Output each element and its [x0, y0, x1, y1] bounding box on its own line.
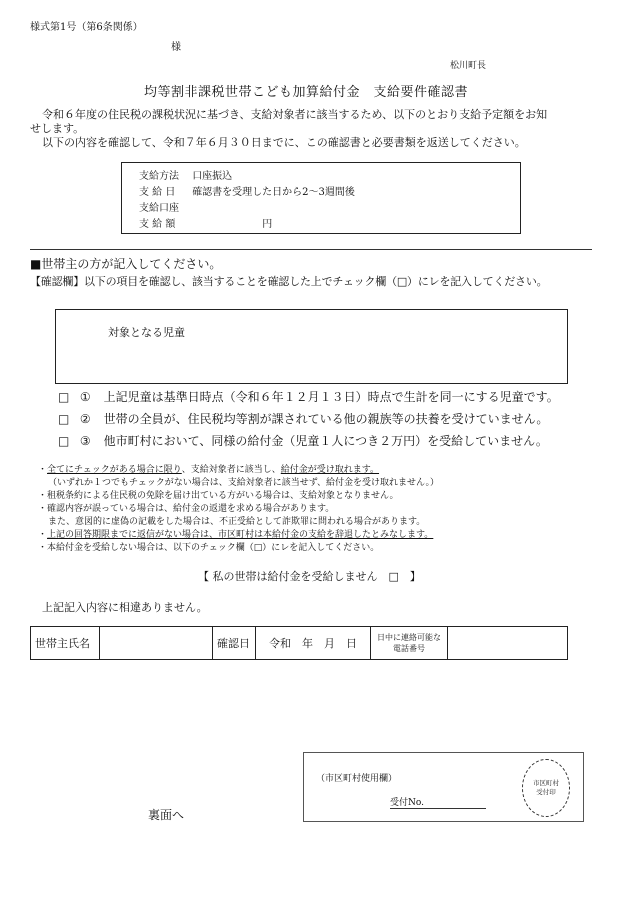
stamp-line-2: 受付印	[536, 788, 556, 796]
stamp-text	[523, 779, 569, 797]
check-item-3	[58, 432, 548, 449]
payment-date-value: 確認書を受理した日から2～3週間後	[192, 187, 355, 198]
check-text-3: 他市町村において、同様の給付金（児童１人につき２万円）を受給していません。	[103, 434, 548, 448]
payment-info-box	[121, 162, 521, 234]
note-4-text: 上記の回答期限までに返信がない場合は、市区町村は本給付金の支給を辞退したとみなします。	[47, 530, 434, 540]
check-number-1: ①	[79, 390, 91, 404]
payment-method-label: 支給方法	[139, 171, 179, 182]
note-3-sub: また、意図的に虚偽の記載をした場合は、不正受給として詐欺罪に問われる場合があります。	[48, 517, 426, 527]
issuer: 松川町長	[450, 61, 487, 71]
payment-amount-unit: 円	[262, 219, 273, 230]
decline-line[interactable]: 【 私の世帯は給付金を受給しません □ 】	[198, 570, 421, 583]
payment-method-value: 口座振込	[192, 171, 233, 182]
note-4: ・上記の回答期限までに返信がない場合は、市区町村は本給付金の支給を辞退したとみなします。	[38, 530, 434, 540]
payment-account-row	[139, 199, 192, 214]
stamp-line-1: 市区町村	[533, 779, 559, 787]
check-number-2: ②	[79, 412, 91, 426]
receipt-number-field[interactable]: 受付No.	[390, 795, 486, 809]
note-2: ・租税条約による住民税の免除を届け出ている方がいる場合は、支給対象となりません。	[38, 491, 399, 501]
note-3: ・確認内容が誤っている場合は、給付金の返還を求める場合があります。	[38, 504, 335, 514]
section-divider	[30, 249, 592, 250]
addressee-suffix: 様	[171, 42, 181, 53]
payment-amount-label: 支 給 額	[139, 219, 176, 230]
check-number-3: ③	[79, 434, 91, 448]
checkbox-1[interactable]: □	[58, 390, 70, 404]
phone-label-line-1: 日中に連絡可能な	[377, 633, 441, 642]
payment-method-row	[139, 167, 232, 182]
no-error-statement: 上記記入内容に相違ありません。	[42, 601, 208, 614]
note-1: ・全てにチェックがある場合に限り、支給対象者に該当し、給付金が受け取れます。	[38, 465, 380, 475]
note-1-underlined-a: 全てにチェックがある場合に限り	[47, 465, 182, 475]
target-children-box[interactable]	[55, 309, 568, 384]
intro-line-2: せします。	[30, 122, 85, 135]
phone-label	[371, 627, 448, 660]
document-title: 均等割非課税世帯こども加算給付金 支給要件確認書	[144, 85, 469, 100]
intro-line-1: 令和６年度の住民税の課税状況に基づき、支給対象者に該当するため、以下のとおり支給予定額をお知	[42, 108, 548, 121]
note-1-middle: 、支給対象者に該当し、	[181, 465, 281, 475]
payment-date-label: 支 給 日	[139, 187, 176, 198]
back-page-label: 裏面へ	[148, 808, 185, 822]
payment-amount-row	[139, 215, 272, 230]
intro-line-3: 以下の内容を確認して、令和７年６月３０日までに、この確認書と必要書類を返送してください。	[42, 136, 526, 149]
checkbox-3[interactable]: □	[58, 434, 70, 448]
receipt-stamp-area	[522, 759, 570, 817]
note-1-underlined-c: 給付金が受け取れます。	[280, 465, 380, 475]
note-5: ・本給付金を受給しない場合は、以下のチェック欄（□）にレを記入してください。	[38, 543, 380, 553]
office-use-box	[303, 752, 584, 822]
confirm-note: 【確認欄】以下の項目を確認し、該当することを確認した上でチェック欄（□）にレを記入してください。	[30, 275, 548, 288]
householder-table	[30, 626, 568, 660]
payment-date-row	[139, 183, 355, 198]
phone-label-line-2: 電話番号	[393, 644, 425, 653]
check-text-1: 上記児童は基準日時点（令和６年１２月１３日）時点で生計を同一にする児童です。	[103, 390, 559, 404]
check-text-2: 世帯の全員が、住民税均等割が課されている他の親族等の扶養を受けていません。	[103, 412, 549, 426]
checkbox-2[interactable]: □	[58, 412, 70, 426]
form-number: 様式第1号（第6条関係）	[30, 22, 143, 33]
payment-account-label: 支給口座	[139, 203, 179, 214]
note-1-sub: （いずれか１つでもチェックがない場合は、支給対象者に該当せず、給付金を受け取れません。）	[48, 478, 440, 488]
target-children-label: 対象となる児童	[108, 326, 185, 339]
householder-name-label: 世帯主氏名	[31, 627, 100, 660]
check-item-1	[58, 388, 559, 405]
confirm-date-label: 確認日	[213, 627, 256, 660]
confirm-date-field[interactable]: 令和 年 月 日	[256, 627, 371, 660]
section-heading: ■世帯主の方が記入してください。	[30, 257, 222, 271]
office-use-label: （市区町村使用欄）	[316, 774, 398, 784]
householder-name-field[interactable]	[100, 627, 213, 660]
phone-number-field[interactable]	[448, 627, 568, 660]
check-item-2	[58, 410, 548, 427]
